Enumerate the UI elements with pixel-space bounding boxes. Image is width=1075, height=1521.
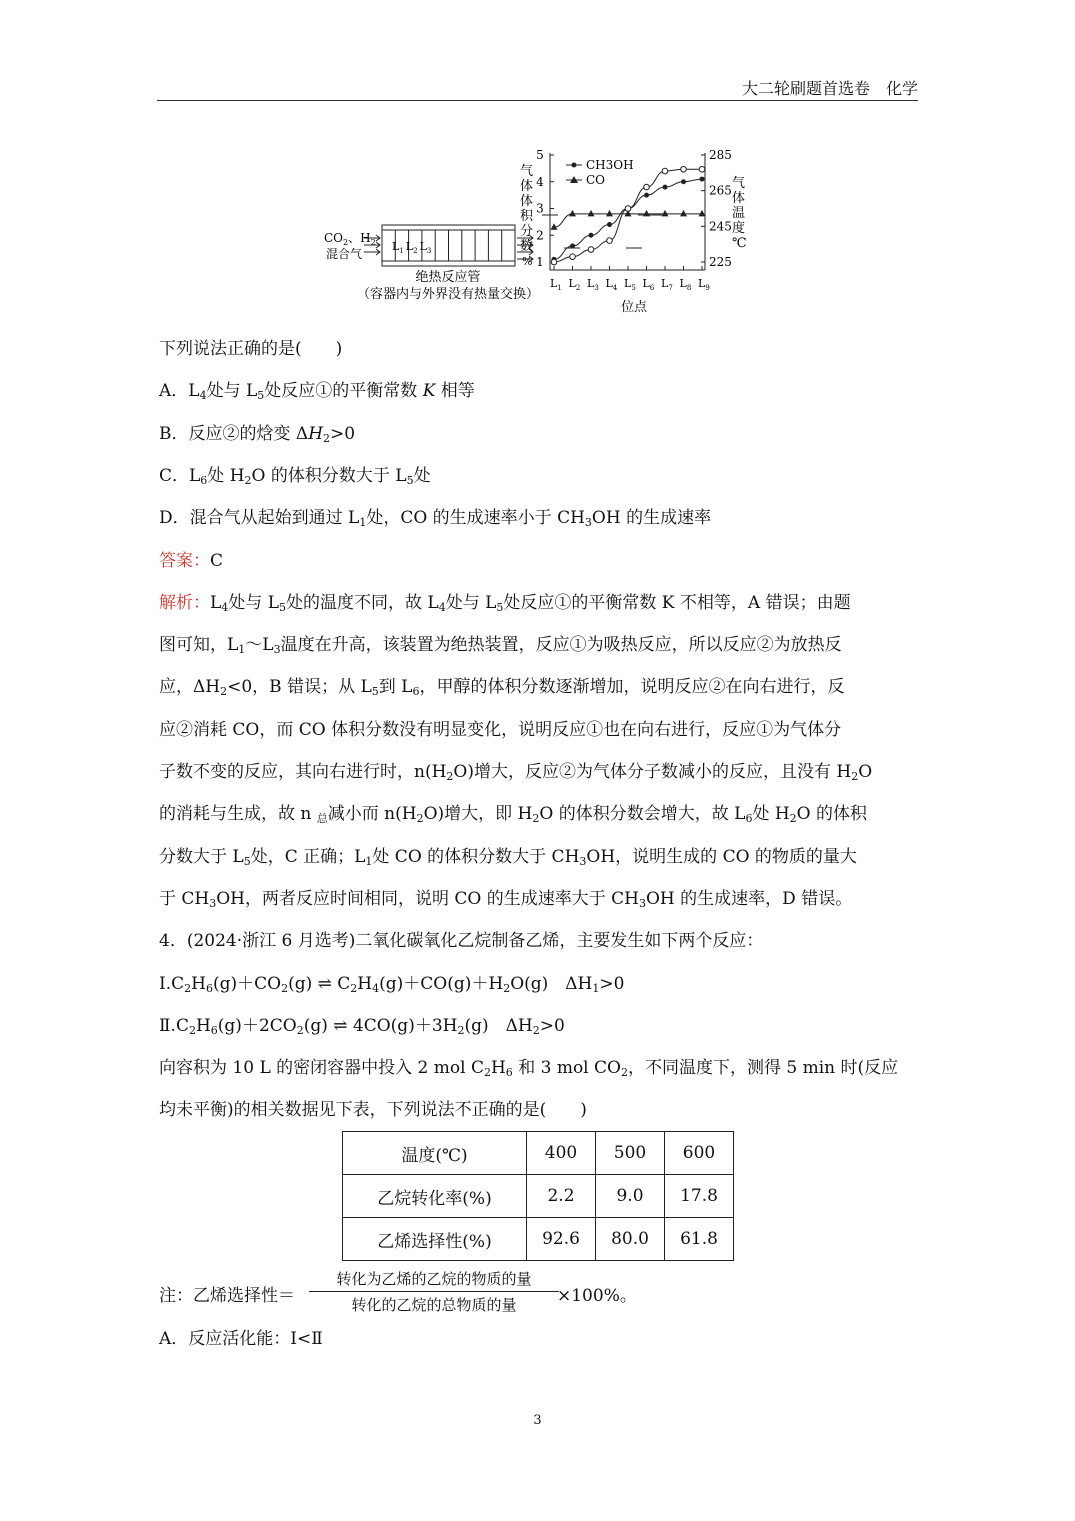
analysis-line: 的消耗与生成，故 n $_总$减小而 $n(H_2O)$增大，即 $H_2O$ 的体积分数会增大，故 $L_6$处 $H_2O$ 的体积 (159, 804, 868, 825)
tube-caption: 绝热反应管 (415, 270, 481, 285)
legend-co: CO (586, 173, 606, 187)
y-right-tick-label: 285 (709, 148, 732, 162)
question-stem: 下列说法正确的是( ) (159, 339, 343, 359)
co-point (569, 210, 576, 217)
page-header (157, 76, 918, 101)
svg-text:℃: ℃ (732, 236, 747, 251)
x-tick-label: $L_5$ (624, 277, 636, 292)
series-layer (542, 166, 706, 264)
table-header-row (343, 1132, 734, 1175)
tube-label: $L_1$ $L_2$ $L_3$ (392, 240, 432, 255)
note-denominator: 转化的乙烷的总物质的量 (351, 1296, 517, 1314)
q4-text-1: 向容积为 10 L 的密闭容器中投入 2 mol $C_2H_6$ 和 3 mol $CO_2$，不同温度下，测得 5 min 时(反应 (159, 1058, 899, 1079)
svg-text:温: 温 (732, 206, 746, 221)
legend (566, 158, 634, 187)
table-cell: 92.6 (527, 1218, 596, 1261)
table-cell: 17.8 (665, 1175, 734, 1218)
table-cell: 400 (527, 1132, 596, 1175)
y-left-ticks (536, 148, 554, 269)
note-label: 注：乙烯选择性＝ (159, 1286, 295, 1306)
table-cell: 500 (596, 1132, 665, 1175)
table-cell: 9.0 (596, 1175, 665, 1218)
reactor-tube (364, 225, 533, 266)
x-tick-label: $L_3$ (587, 277, 599, 292)
temperature-point (625, 206, 631, 212)
ch3oh-point (607, 222, 612, 227)
tube-caption-2: （容器内与外界没有热量交换） (356, 287, 540, 302)
x-tick-label: $L_2$ (568, 277, 581, 292)
table-cell: 乙烯选择性(%) (343, 1218, 527, 1261)
table-cell: 61.8 (665, 1218, 734, 1261)
q4-title: 4．(2024·浙江 6 月选考)二氧化碳氧化乙烷制备乙烯，主要发生如下两个反应： (159, 931, 764, 951)
y-left-tick-label: 1 (536, 255, 544, 269)
ch3oh-point (700, 177, 705, 182)
co-point (606, 210, 613, 217)
y-right-label (732, 176, 747, 251)
svg-text:体: 体 (732, 191, 746, 206)
option-c: C．$L_6$处 $H_2O$ 的体积分数大于 $L_5$处 (159, 466, 431, 487)
x-tick-label: $L_1$ (550, 277, 562, 292)
q4-text-2: 均未平衡)的相关数据见下表，下列说法不正确的是( ) (159, 1100, 587, 1120)
co-point (699, 210, 706, 217)
y-left-tick-label: 4 (536, 174, 544, 189)
temperature-point (644, 184, 650, 190)
figure (320, 145, 750, 320)
reaction-2: $Ⅱ.C_2H_6(g)+2CO_2(g)$ ⇌ $4CO(g)+3H_2(g)$ $\Delta H_2>0$ (159, 1016, 565, 1037)
y-right-ticks (701, 148, 732, 269)
option-d: D．混合气从起始到通过 $L_1$处，CO 的生成速率小于 $CH_3OH$ 的生成速率 (159, 508, 712, 529)
temperature-point (699, 166, 705, 172)
x-tick-label: $L_6$ (642, 277, 655, 292)
y-right-tick-label: 265 (709, 183, 732, 198)
ch3oh-point (681, 179, 686, 184)
q4-option-a: A．反应活化能：Ⅰ<Ⅱ (159, 1329, 323, 1349)
ch3oh-point (589, 233, 594, 238)
table-row (343, 1218, 734, 1261)
co-point (680, 210, 687, 217)
analysis-line: 于 $CH_3OH$，两者反应时间相同，说明 CO 的生成速率大于 $CH_3OH$ 的生成速率，D 错误。 (159, 889, 853, 910)
x-tick-label: $L_8$ (679, 277, 692, 292)
svg-text:数: 数 (520, 239, 534, 254)
svg-text:气: 气 (732, 176, 746, 191)
svg-text:度: 度 (732, 221, 746, 236)
inlet-label-2: 混合气 (326, 247, 363, 261)
y-left-tick-label: 5 (536, 148, 544, 162)
analysis-line: 解析：$L_4$处与 $L_5$处的温度不同，故 $L_4$处与 $L_5$处反应①的平衡常数 K 不相等，A 错误；由题 (159, 593, 851, 614)
fraction-bar (309, 1291, 559, 1292)
option-a: A．$L_4$处与 $L_5$处反应①的平衡常数 K 相等 (159, 381, 475, 402)
table-row (343, 1175, 734, 1218)
option-b: B．反应②的焓变 $\Delta H_2>0$ (159, 424, 356, 445)
legend-ch3oh: CH3OH (586, 158, 634, 172)
ch3oh-point (644, 193, 649, 198)
y-left-label (520, 164, 534, 268)
temperature-point (570, 254, 576, 260)
series-line (554, 179, 702, 259)
x-tick-label: $L_4$ (605, 277, 618, 292)
svg-text:%: % (522, 255, 533, 268)
temperature-point (551, 259, 557, 265)
svg-text:分: 分 (520, 224, 534, 239)
analysis-label: 解析： (159, 593, 210, 613)
answer-value: C (210, 551, 224, 571)
temperature-point (607, 238, 613, 244)
analysis-line: 应②消耗 CO，而 CO 体积分数没有明显变化，说明反应①也在向右进行，反应①为气体分 (159, 720, 842, 740)
note-tail: ×100%。 (557, 1286, 637, 1306)
note-numerator: 转化为乙烯的乙烷的物质的量 (336, 1270, 532, 1288)
data-table (342, 1131, 734, 1261)
ch3oh-point (663, 185, 668, 190)
temperature-point (662, 168, 668, 174)
svg-text:气: 气 (520, 164, 534, 179)
x-tick-label: $L_7$ (661, 277, 673, 292)
co-point (588, 210, 595, 217)
analysis-line: 应，$\Delta H_2<0$，B 错误；从 $L_5$到 $L_6$，甲醇的体积分数逐渐增加，说明反应②在向右进行，反 (159, 677, 845, 698)
analysis-line: 分数大于 $L_5$处，C 正确；$L_1$处 CO 的体积分数大于 $CH_3OH$，说明生成的 CO 的物质的量大 (159, 847, 857, 868)
table-cell: 80.0 (596, 1218, 665, 1261)
x-tick-label: $L_9$ (698, 277, 710, 292)
y-left-tick-label: 2 (536, 228, 544, 243)
analysis-line: 图可知，$L_1\sim L_3$温度在升高，该装置为绝热装置，反应①为吸热反应，所以反应②为放热反 (159, 635, 842, 656)
inlet-label: $CO_2$、$H_2$ (324, 231, 376, 247)
table-cell: 2.2 (527, 1175, 596, 1218)
reaction-1: $Ⅰ.C_2H_6(g)+CO_2(g)$ ⇌ $C_2H_4(g)+CO(g)+H_2O(g)$ $\Delta H_1>0$ (159, 974, 625, 995)
svg-text:体: 体 (520, 194, 534, 209)
analysis-line: 子数不变的反应，其向右进行时，$n(H_2O)$增大，反应②为气体分子数减小的反应，且没有 $H_2O$ (159, 762, 873, 783)
table-cell: 乙烷转化率(%) (343, 1175, 527, 1218)
answer-label: 答案： (159, 551, 210, 571)
temperature-point (681, 166, 687, 172)
x-axis-label: 位点 (620, 300, 648, 315)
y-left-tick-label: 3 (536, 201, 544, 216)
table-cell: 温度(℃) (343, 1132, 527, 1175)
answer-line (159, 550, 223, 572)
y-right-tick-label: 225 (709, 255, 732, 269)
table-cell: 600 (665, 1132, 734, 1175)
svg-text:积: 积 (520, 209, 534, 224)
page-number: 3 (533, 1413, 542, 1428)
co-point (662, 210, 669, 217)
svg-text:体: 体 (520, 179, 534, 194)
temperature-point (588, 247, 594, 253)
header-title: 大二轮刷题首选卷 化学 (741, 79, 918, 98)
y-right-tick-label: 245 (709, 219, 732, 234)
